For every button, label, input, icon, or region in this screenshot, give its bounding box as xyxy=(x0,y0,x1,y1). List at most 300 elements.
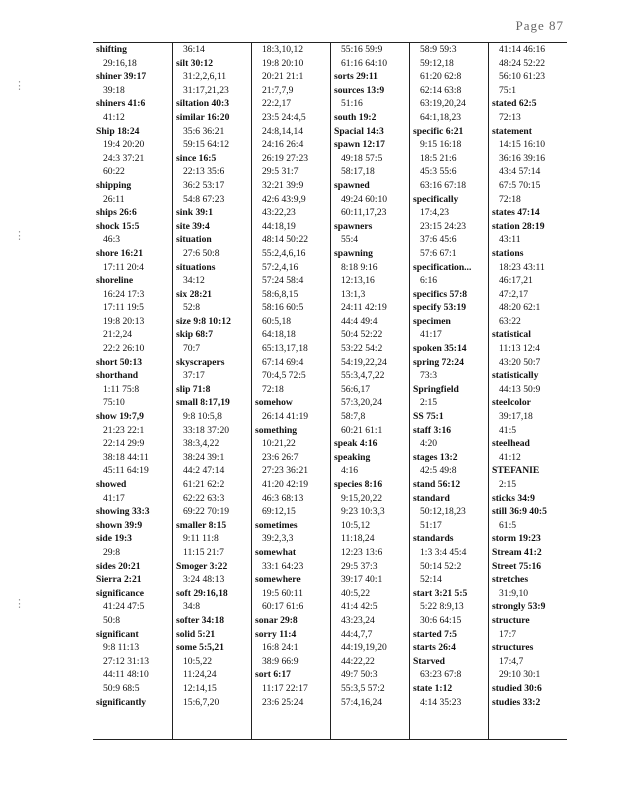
page-reference: 41:12 xyxy=(103,111,125,123)
page-reference: 41:5 xyxy=(499,424,517,436)
page-reference: 45:3 55:6 xyxy=(420,166,457,178)
index-entry: stated 62:5 xyxy=(492,98,537,110)
index-entry: shiners 41:6 xyxy=(96,98,146,110)
index-entry: since 16:5 xyxy=(176,152,217,164)
page-reference: 11:15 21:7 xyxy=(183,546,224,558)
page-reference: 48:24 52:22 xyxy=(499,57,546,69)
page-reference: 61:20 62:8 xyxy=(420,71,462,83)
page-reference: 21:23 22:1 xyxy=(103,424,145,436)
page-reference: 63:23 67:8 xyxy=(420,669,462,681)
page-reference: 21:2,24 xyxy=(103,329,133,341)
index-column-5 xyxy=(409,43,489,739)
page-reference: 58:17,18 xyxy=(341,166,375,178)
index-entry: Starved xyxy=(413,655,445,667)
index-entry: start 3:21 5:5 xyxy=(413,587,468,599)
page-reference: 49:18 57:5 xyxy=(341,152,383,164)
index-entry: sink 39:1 xyxy=(176,207,214,219)
page-reference: 58:6,8,15 xyxy=(262,288,299,300)
index-entry: Ship 18:24 xyxy=(96,125,140,137)
page-reference: 57:3,20,24 xyxy=(341,397,383,409)
page-reference: 52:14 xyxy=(420,574,442,586)
page-reference: 55:3,4,7,22 xyxy=(341,370,385,382)
index-entry: Smoger 3:22 xyxy=(176,560,228,572)
index-entry: structures xyxy=(492,642,534,654)
page-reference: 50:9 68:5 xyxy=(103,682,140,694)
index-entry: studies 33:2 xyxy=(492,696,541,708)
index-entry: Street 75:16 xyxy=(492,560,542,572)
index-entry: somehow xyxy=(255,397,293,409)
index-entry: sort 6:17 xyxy=(255,669,291,681)
page-reference: 31:2,2,6,11 xyxy=(183,71,227,83)
page-reference: 56:6,17 xyxy=(341,383,371,395)
page-reference: 57:24 58:4 xyxy=(262,275,304,287)
page-reference: 39:17,18 xyxy=(499,411,533,423)
index-entry: smaller 8:15 xyxy=(176,519,227,531)
page-reference: 18:23 43:11 xyxy=(499,261,545,273)
page-reference: 38:18 44:11 xyxy=(103,451,149,463)
margin-mark: ⋮ xyxy=(14,80,25,92)
page-reference: 29:8 xyxy=(103,546,121,558)
page-reference: 22:2,17 xyxy=(262,98,292,110)
page-reference: 33:1 64:23 xyxy=(262,560,304,572)
index-entry: still 36:9 40:5 xyxy=(492,506,547,518)
index-entry: species 8:16 xyxy=(334,479,383,490)
page-reference: 38:9 66:9 xyxy=(262,655,299,667)
index-entry: state 1:12 xyxy=(413,682,453,694)
page-reference: 70:4,5 72:5 xyxy=(262,370,306,382)
page-reference: 17:11 20:4 xyxy=(103,261,144,273)
index-entry: small 8:17,19 xyxy=(176,397,230,409)
index-entry: specimen xyxy=(413,315,451,327)
page-reference: 45:11 64:19 xyxy=(103,465,149,477)
page-reference: 52:8 xyxy=(183,302,201,314)
page-reference: 30:6 64:15 xyxy=(420,614,462,626)
index-entry: sonar 29:8 xyxy=(255,614,298,626)
page-reference: 51:16 xyxy=(341,98,363,110)
page-reference: 63:16 67:18 xyxy=(420,179,467,191)
page-reference: 21:7,7,9 xyxy=(262,84,294,96)
page-reference: 1:3 3:4 45:4 xyxy=(420,546,467,558)
index-entry: specific 6:21 xyxy=(413,125,464,137)
page-reference: 46:3 xyxy=(103,234,121,246)
page-reference: 39:18 xyxy=(103,84,125,96)
page-reference: 41:12 xyxy=(499,451,521,463)
page-reference: 12:14,15 xyxy=(183,682,217,694)
page-reference: 70:7 xyxy=(183,343,201,355)
page-reference: 22:2 26:10 xyxy=(103,343,145,355)
page-reference: 38:3,4,22 xyxy=(183,438,220,450)
page-reference: 27:23 36:21 xyxy=(262,465,309,477)
page-reference: 13:1,3 xyxy=(341,288,366,300)
index-entry: starts 26:4 xyxy=(413,642,456,654)
page-reference: 60:5,18 xyxy=(262,315,292,327)
page-reference: 41:17 xyxy=(420,329,442,341)
index-entry: started 7:5 xyxy=(413,628,457,640)
page-reference: 36:16 39:16 xyxy=(499,152,546,164)
page-reference: 32:21 39:9 xyxy=(262,179,304,191)
page-reference: 59:15 64:12 xyxy=(183,139,230,151)
index-column-3 xyxy=(251,43,331,739)
page-reference: 24:8,14,14 xyxy=(262,125,304,137)
page-reference: 44:2 47:14 xyxy=(183,465,225,477)
index-entry: situations xyxy=(176,261,216,273)
page-reference: 29:16,18 xyxy=(103,57,137,69)
index-entry: some 5:5,21 xyxy=(176,642,224,654)
page-reference: 44:18,19 xyxy=(262,220,296,232)
index-entry: show 19:7,9 xyxy=(96,411,144,423)
page-reference: 58:7,8 xyxy=(341,411,366,423)
page-reference: 73:3 xyxy=(420,370,438,382)
index-entry: spawners xyxy=(334,220,373,232)
page-reference: 12:13,16 xyxy=(341,275,375,287)
page-reference: 10:5,12 xyxy=(341,519,371,531)
index-entry: spawning xyxy=(334,247,373,259)
page-reference: 23:6 25:24 xyxy=(262,696,304,708)
index-entry: steelhead xyxy=(492,438,530,450)
index-entry: Spacial 14:3 xyxy=(334,125,384,137)
index-entry: statement xyxy=(492,125,532,137)
page-reference: 17:4,7 xyxy=(499,655,524,667)
page-reference: 43:22,23 xyxy=(262,207,296,219)
page-reference: 2:15 xyxy=(499,479,517,490)
index-entry: speak 4:16 xyxy=(334,438,378,450)
index-entry: states 47:14 xyxy=(492,207,540,219)
index-entry: significance xyxy=(96,587,144,599)
page-reference: 17:4,23 xyxy=(420,207,450,219)
page-reference: 47:2,17 xyxy=(499,288,529,300)
index-entry: standards xyxy=(413,533,454,545)
page-number: Page 87 xyxy=(515,18,564,33)
page-reference: 18:3,10,12 xyxy=(262,44,304,55)
page-reference: 61:5 xyxy=(499,519,517,531)
page-reference: 41:4 42:5 xyxy=(341,601,378,613)
index-entry: specifics 57:8 xyxy=(413,288,468,300)
page-reference: 67:5 70:15 xyxy=(499,179,541,191)
page-reference: 24:11 42:19 xyxy=(341,302,387,314)
index-entry: shiner 39:17 xyxy=(96,71,147,83)
page-reference: 23:6 26:7 xyxy=(262,451,299,463)
index-column-1 xyxy=(93,43,172,739)
page-reference: 72:18 xyxy=(262,383,284,395)
page-reference: 75:10 xyxy=(103,397,125,409)
page-reference: 48:14 50:22 xyxy=(262,234,309,246)
page-reference: 26:11 xyxy=(103,193,125,205)
index-entry: somewhat xyxy=(255,546,297,558)
page-reference: 12:23 13:6 xyxy=(341,546,383,558)
index-entry: storm 19:23 xyxy=(492,533,541,545)
index-entry: shown 39:9 xyxy=(96,519,143,531)
index-entry: stages 13:2 xyxy=(413,451,458,463)
index-entry: statistical xyxy=(492,329,531,341)
index-entry: specification... xyxy=(413,261,472,273)
page-reference: 27:12 31:13 xyxy=(103,655,150,667)
page-reference: 17:11 19:5 xyxy=(103,302,144,314)
page-reference: 56:10 61:23 xyxy=(499,71,546,83)
page-reference: 57:6 67:1 xyxy=(420,247,457,259)
page-reference: 4:16 xyxy=(341,465,359,477)
index-entry: speaking xyxy=(334,451,371,463)
index-entry: shore 16:21 xyxy=(96,247,143,259)
page-reference: 34:12 xyxy=(183,275,205,287)
page-reference: 17:7 xyxy=(499,628,517,640)
index-entry: south 19:2 xyxy=(334,111,377,123)
index-entry: significant xyxy=(96,628,139,640)
index-entry: structure xyxy=(492,614,530,626)
margin-mark: ⋮ xyxy=(14,598,25,610)
page-reference: 6:16 xyxy=(420,275,438,287)
index-entry: slip 71:8 xyxy=(176,383,211,395)
page-reference: 51:17 xyxy=(420,519,442,531)
index-column-2 xyxy=(172,43,252,739)
index-entry: something xyxy=(255,424,298,436)
index-entry: sometimes xyxy=(255,519,298,531)
index-entry: spawn 12:17 xyxy=(334,139,385,151)
page-reference: 69:22 70:19 xyxy=(183,506,230,518)
index-entry: similar 16:20 xyxy=(176,111,230,123)
page-reference: 27:6 50:8 xyxy=(183,247,220,259)
page-reference: 42:6 43:9,9 xyxy=(262,193,306,205)
index-entry: STEFANIE xyxy=(492,465,540,477)
index-entry: stretches xyxy=(492,574,529,586)
index-entry: skip 68:7 xyxy=(176,329,214,341)
page-reference: 50:8 xyxy=(103,614,121,626)
page-reference: 53:22 54:2 xyxy=(341,343,383,355)
page-reference: 9:8 10:5,8 xyxy=(183,411,222,423)
index-entry: somewhere xyxy=(255,574,301,586)
page-reference: 72:13 xyxy=(499,111,521,123)
page-reference: 58:16 60:5 xyxy=(262,302,304,314)
index-entry: soft 29:16,18 xyxy=(176,587,228,599)
page-reference: 11:17 22:17 xyxy=(262,682,308,694)
page-reference: 50:4 52:22 xyxy=(341,329,383,341)
page-reference: 4:20 xyxy=(420,438,438,450)
page-reference: 57:4,16,24 xyxy=(341,696,383,708)
page-reference: 49:7 50:3 xyxy=(341,669,378,681)
index-entry: steelcolor xyxy=(492,397,531,409)
index-entry: Sierra 2:21 xyxy=(96,574,142,586)
page-reference: 19:4 20:20 xyxy=(103,139,145,151)
page-reference: 26:14 41:19 xyxy=(262,411,309,423)
page-reference: 11:13 12:4 xyxy=(499,343,540,355)
page-reference: 43:11 xyxy=(499,234,521,246)
page-reference: 64:18,18 xyxy=(262,329,296,341)
index-entry: sticks 34:9 xyxy=(492,492,535,504)
index-entry: situation xyxy=(176,234,212,246)
page-reference: 39:2,3,3 xyxy=(262,533,294,545)
page-reference: 55:3,5 57:2 xyxy=(341,682,385,694)
page-reference: 55:16 59:9 xyxy=(341,44,383,55)
page-reference: 75:1 xyxy=(499,84,517,96)
page-reference: 43:4 57:14 xyxy=(499,166,541,178)
page-reference: 37:17 xyxy=(183,370,205,382)
page-reference: 40:5,22 xyxy=(341,587,371,599)
page-reference: 38:24 39:1 xyxy=(183,451,225,463)
index-entry: sorry 11:4 xyxy=(255,628,297,640)
page-reference: 64:1,18,23 xyxy=(420,111,462,123)
page-reference: 44:11 48:10 xyxy=(103,669,149,681)
index-entry: site 39:4 xyxy=(176,220,210,232)
page-reference: 34:8 xyxy=(183,601,201,613)
page-reference: 44:4 49:4 xyxy=(341,315,378,327)
index-column-4 xyxy=(330,43,410,739)
index-entry: side 19:3 xyxy=(96,533,132,545)
page-reference: 69:12,15 xyxy=(262,506,296,518)
index-entry: shorthand xyxy=(96,370,139,382)
page-reference: 50:14 52:2 xyxy=(420,560,462,572)
page-reference: 41:20 42:19 xyxy=(262,479,309,490)
index-entry: six 28:21 xyxy=(176,288,212,300)
page-reference: 44:13 50:9 xyxy=(499,383,541,395)
index-entry: sources 13:9 xyxy=(334,84,385,96)
index-entry: sides 20:21 xyxy=(96,560,141,572)
page-reference: 60:22 xyxy=(103,166,125,178)
page-reference: 29:5 31:7 xyxy=(262,166,299,178)
page-reference: 67:14 69:4 xyxy=(262,356,304,368)
index-entry: shock 15:5 xyxy=(96,220,140,232)
page-reference: 42:5 49:8 xyxy=(420,465,457,477)
index-entry: showed xyxy=(96,479,127,490)
index-entry: statistically xyxy=(492,370,539,382)
index-entry: staff 3:16 xyxy=(413,424,452,436)
index-entry: Stream 41:2 xyxy=(492,546,542,558)
page-reference: 44:19,19,20 xyxy=(341,642,387,654)
page-reference: 19:8 20:10 xyxy=(262,57,304,69)
index-entry: stations xyxy=(492,247,524,259)
page-reference: 60:11,17,23 xyxy=(341,207,387,219)
index-entry: SS 75:1 xyxy=(413,411,444,423)
page-reference: 14:15 16:10 xyxy=(499,139,546,151)
index-entry: silt 30:12 xyxy=(176,57,214,69)
page-reference: 31:17,21,23 xyxy=(183,84,229,96)
index-entry: size 9:8 10:12 xyxy=(176,315,231,327)
index-entry: studied 30:6 xyxy=(492,682,542,694)
index-entry: skyscrapers xyxy=(176,356,225,368)
index-entry: strongly 53:9 xyxy=(492,601,546,613)
index-entry: short 50:13 xyxy=(96,356,143,368)
page-reference: 15:6,7,20 xyxy=(183,696,220,708)
page-reference: 4:14 35:23 xyxy=(420,696,462,708)
page-reference: 48:20 62:1 xyxy=(499,302,541,314)
page-reference: 8:18 9:16 xyxy=(341,261,378,273)
page-reference: 63:22 xyxy=(499,315,521,327)
index-entry: spawned xyxy=(334,179,370,191)
page-reference: 20:21 21:1 xyxy=(262,71,304,83)
page-reference: 54:19,22,24 xyxy=(341,356,387,368)
page-reference: 9:11 11:8 xyxy=(183,533,219,545)
page-reference: 31:9,10 xyxy=(499,587,529,599)
page-reference: 10:21,22 xyxy=(262,438,296,450)
index-entry: ships 26:6 xyxy=(96,207,137,219)
page-reference: 41:14 46:16 xyxy=(499,44,546,55)
page-reference: 63:19,20,24 xyxy=(420,98,466,110)
page-reference: 11:24,24 xyxy=(183,669,217,681)
page-reference: 18:5 21:6 xyxy=(420,152,457,164)
index-entry: shoreline xyxy=(96,275,134,287)
page-reference: 24:3 37:21 xyxy=(103,152,145,164)
page-reference: 58:9 59:3 xyxy=(420,44,457,55)
page-reference: 46:3 68:13 xyxy=(262,492,304,504)
index-entry: softer 34:18 xyxy=(176,614,225,626)
index-entry: significantly xyxy=(96,696,147,708)
page-reference: 9:23 10:3,3 xyxy=(341,506,385,518)
page-reference: 65:13,17,18 xyxy=(262,343,308,355)
page-reference: 1:11 75:8 xyxy=(103,383,140,395)
page-reference: 26:19 27:23 xyxy=(262,152,309,164)
index-entry: siltation 40:3 xyxy=(176,98,230,110)
index-frame xyxy=(93,42,567,740)
page-reference: 36:2 53:17 xyxy=(183,179,225,191)
page-reference: 54:8 67:23 xyxy=(183,193,225,205)
index-entry: specifically xyxy=(413,193,459,205)
page-reference: 5:22 8:9,13 xyxy=(420,601,464,613)
page-reference: 61:21 62:2 xyxy=(183,479,225,490)
page-reference: 72:18 xyxy=(499,193,521,205)
index-entry: stand 56:12 xyxy=(413,479,461,490)
page-reference: 57:2,4,16 xyxy=(262,261,299,273)
index-entry: sorts 29:11 xyxy=(334,71,378,83)
page-reference: 44:22,22 xyxy=(341,655,375,667)
index-entry: specify 53:19 xyxy=(413,302,467,314)
index-entry: showing 33:3 xyxy=(96,506,150,518)
index-column-6 xyxy=(488,43,568,739)
index-entry: spring 72:24 xyxy=(413,356,464,368)
page-reference: 2:15 xyxy=(420,397,438,409)
page-reference: 9:15,20,22 xyxy=(341,492,383,504)
page-reference: 62:22 63:3 xyxy=(183,492,225,504)
page-reference: 55:2,4,6,16 xyxy=(262,247,306,259)
page-reference: 61:16 64:10 xyxy=(341,57,388,69)
page-reference: 16:8 24:1 xyxy=(262,642,299,654)
index-entry: Springfield xyxy=(413,383,459,395)
margin-mark: ⋮ xyxy=(14,230,25,242)
page-reference: 44:4,7,7 xyxy=(341,628,373,640)
page-reference: 19:8 20:13 xyxy=(103,315,145,327)
index-entry: shipping xyxy=(96,179,132,191)
page-reference: 50:12,18,23 xyxy=(420,506,466,518)
page-reference: 11:18,24 xyxy=(341,533,375,545)
index-entry: solid 5:21 xyxy=(176,628,216,640)
page-reference: 41:24 47:5 xyxy=(103,601,145,613)
index-entry: station 28:19 xyxy=(492,220,545,232)
page-reference: 22:14 29:9 xyxy=(103,438,145,450)
page-reference: 62:14 63:8 xyxy=(420,84,462,96)
page-reference: 43:20 50:7 xyxy=(499,356,541,368)
page-reference: 23:15 24:23 xyxy=(420,220,467,232)
page-reference: 16:24 17:3 xyxy=(103,288,145,300)
page-reference: 36:14 xyxy=(183,44,205,55)
page-reference: 49:24 60:10 xyxy=(341,193,388,205)
index-entry: shifting xyxy=(96,44,127,55)
page-reference: 43:23,24 xyxy=(341,614,375,626)
page-reference: 10:5,22 xyxy=(183,655,213,667)
page-reference: 60:17 61:6 xyxy=(262,601,304,613)
page-reference: 3:24 48:13 xyxy=(183,574,225,586)
page-reference: 35:6 36:21 xyxy=(183,125,225,137)
page-reference: 55:4 xyxy=(341,234,359,246)
page-reference: 60:21 61:1 xyxy=(341,424,383,436)
page-reference: 37:6 45:6 xyxy=(420,234,457,246)
page-reference: 22:13 35:6 xyxy=(183,166,225,178)
page-reference: 9:15 16:18 xyxy=(420,139,462,151)
index-entry: spoken 35:14 xyxy=(413,343,467,355)
page-reference: 29:5 37:3 xyxy=(341,560,378,572)
page-reference: 39:17 40:1 xyxy=(341,574,383,586)
page-reference: 41:17 xyxy=(103,492,125,504)
page-reference: 59:12,18 xyxy=(420,57,454,69)
page-reference: 24:16 26:4 xyxy=(262,139,304,151)
page-reference: 23:5 24:4,5 xyxy=(262,111,306,123)
page-reference: 19:5 60:11 xyxy=(262,587,303,599)
